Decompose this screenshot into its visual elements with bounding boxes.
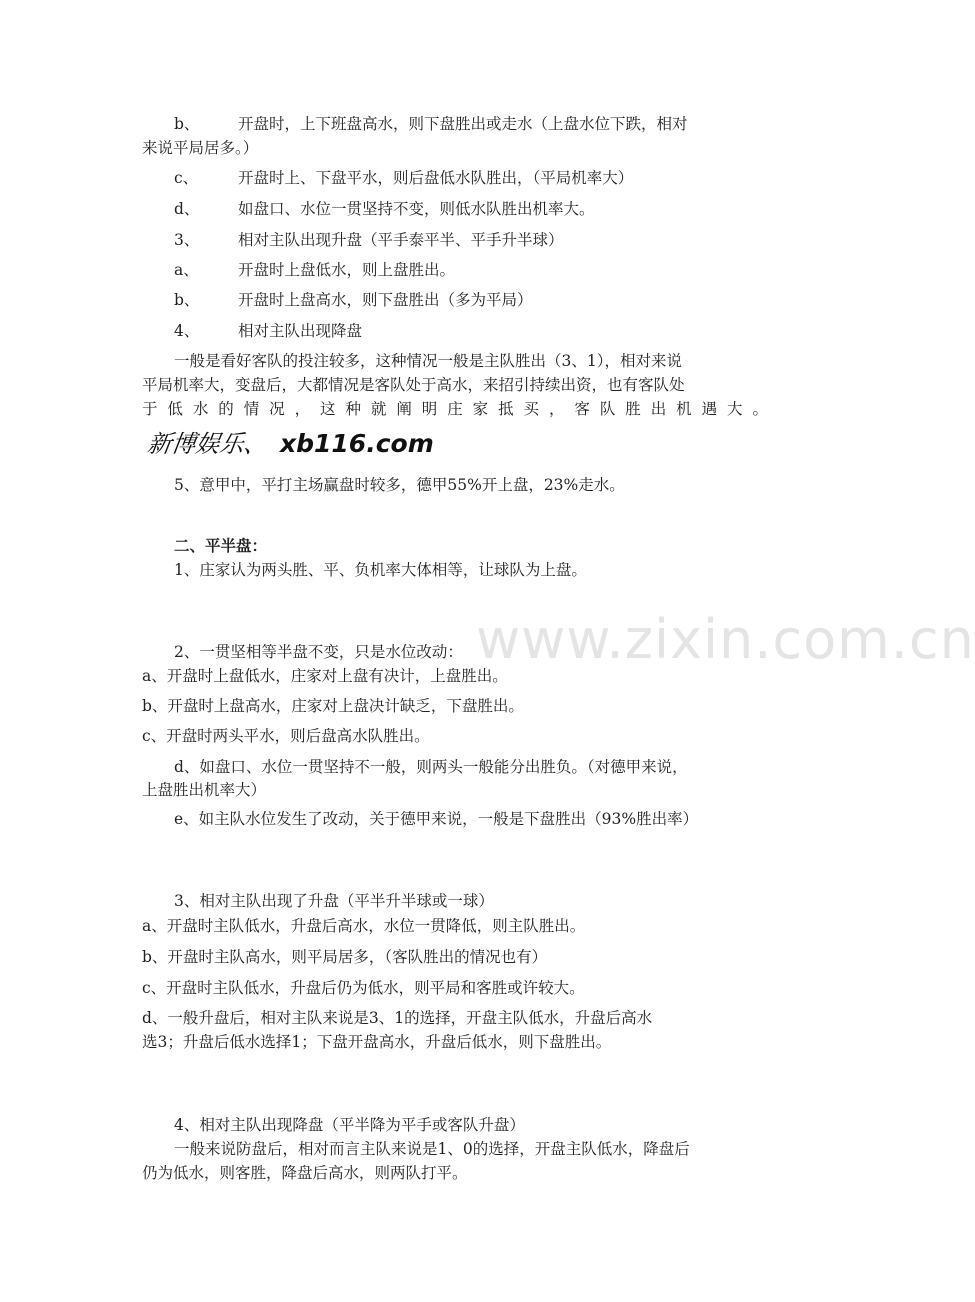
paragraph-line: 一般是看好客队的投注较多，这种情况一般是主队胜出（3、1），相对来说 (174, 352, 682, 370)
line-c-even (174, 167, 633, 189)
line-b-cont: 来说平局居多。） (142, 139, 259, 157)
item-label: b、 (174, 291, 200, 309)
item-label: 4、 (174, 322, 200, 340)
paragraph-line: 仍为低水，则客胜，降盘后高水，则两队打平。 (142, 1164, 468, 1182)
paragraph-line: 一般来说防盘后，相对而言主队来说是1、0的选择，开盘主队低水，降盘后 (174, 1140, 690, 1158)
paragraph-line: b、开盘时上盘高水，庄家对上盘决计缺乏，下盘胜出。 (142, 697, 524, 715)
logo-chinese: 新博娱乐、 (145, 430, 270, 458)
line-b-high (174, 289, 533, 311)
paragraph-line: 4、相对主队出现降盘（平半降为平手或客队升盘） (174, 1116, 525, 1134)
paragraph-line: 5、意甲中，平打主场赢盘时较多，德甲55%开上盘，23%走水。 (174, 476, 625, 494)
logo-url: xb116.com (280, 429, 434, 458)
paragraph-line: 3、相对主队出现了升盘（平半升半球或一球） (174, 892, 494, 910)
paragraph-line: c、开盘时两头平水，则后盘高水队胜出。 (142, 727, 430, 745)
item-label: b、 (174, 115, 200, 133)
item-text: 相对主队出现降盘 (238, 322, 363, 340)
item-label: 3、 (174, 231, 200, 249)
item-label: c、 (174, 169, 199, 187)
item-text: 相对主队出现升盘（平手泰平半、平手升半球） (238, 231, 564, 249)
paragraph-line: 于低水的情况，这种就阐明庄家抵买，客队胜出机遇大。 (142, 400, 774, 418)
line-3-upgrade (174, 229, 564, 251)
line-4-downgrade (174, 320, 362, 342)
item-text: 开盘时上、下盘平水，则后盘低水队胜出，（平局机率大） (238, 169, 634, 187)
line-a-low (174, 259, 455, 281)
paragraph-line: 平局机率大，变盘后，大都情况是客队处于高水，来招引持续出资，也有客队处 (142, 376, 685, 394)
paragraph-line: 上盘胜出机率大） (142, 781, 267, 799)
paragraph-line: d、一般升盘后，相对主队来说是3、1的选择，开盘主队低水，升盘后高水 (142, 1009, 653, 1027)
paragraph-line: b、开盘时主队高水，则平局居多，（客队胜出的情况也有） (142, 948, 548, 966)
site-logo (145, 424, 434, 460)
item-label: a、 (174, 261, 199, 279)
paragraph-line: a、开盘时上盘低水，庄家对上盘有决计，上盘胜出。 (142, 667, 508, 685)
paragraph-line: 选3；升盘后低水选择1；下盘开盘高水，升盘后低水，则下盘胜出。 (142, 1033, 612, 1051)
paragraph-line: 2、一贯坚相等半盘不变，只是水位改动： (174, 643, 463, 661)
paragraph-line: e、如主队水位发生了改动，关于德甲来说，一般是下盘胜出（93%胜出率） (174, 810, 699, 828)
item-text: 开盘时上盘高水，则下盘胜出（多为平局） (238, 291, 533, 309)
paragraph-line: d、如盘口、水位一贯坚持不一般，则两头一般能分出胜负。（对德甲来说， (174, 758, 688, 776)
line-d-constant (174, 198, 595, 220)
item-text: 开盘时，上下班盘高水，则下盘胜出或走水（上盘水位下跌，相对 (238, 115, 688, 133)
paragraph-line: a、开盘时主队低水，升盘后高水，水位一贯降低，则主队胜出。 (142, 917, 586, 935)
watermark: www.zixin.com.cn (476, 608, 975, 671)
item-text: 开盘时上盘低水，则上盘胜出。 (238, 261, 456, 279)
item-label: d、 (174, 200, 200, 218)
line-b-open-high (174, 113, 688, 135)
paragraph-line: 1、庄家认为两头胜、平、负机率大体相等，让球队为上盘。 (174, 561, 587, 579)
section-heading: 二、平半盘： (174, 536, 268, 555)
item-text: 如盘口、水位一贯坚持不变，则低水队胜出机率大。 (238, 200, 595, 218)
paragraph-line: c、开盘时主队低水，升盘后仍为低水，则平局和客胜或许较大。 (142, 979, 585, 997)
